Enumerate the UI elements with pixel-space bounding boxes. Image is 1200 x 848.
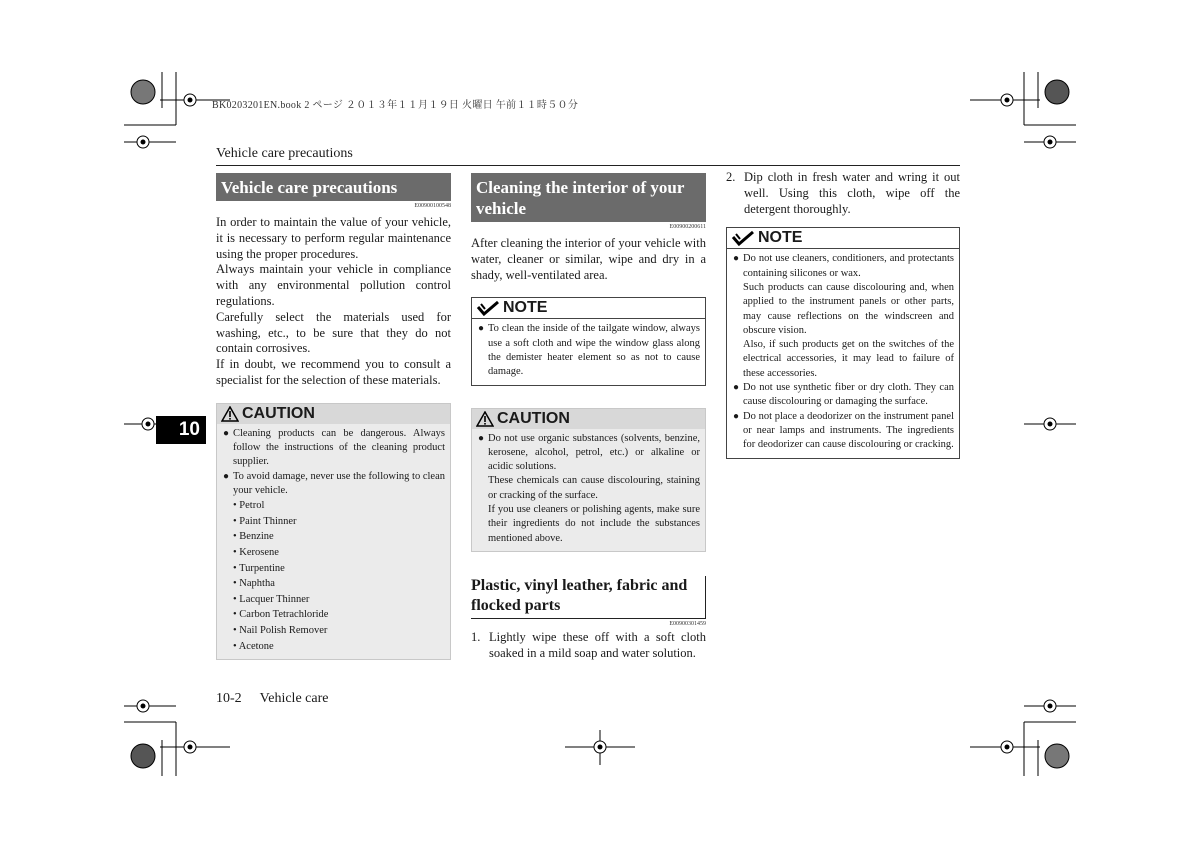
note-box [726, 227, 960, 458]
bullet-item: ● To clean the inside of the tailgate window, always use a soft cloth and wipe the window glass along the demister heater element so as not to cause damage. [478, 323, 700, 378]
section-title: Vehicle care precautions [216, 173, 451, 201]
column-2 [471, 173, 706, 662]
caution-header [472, 409, 705, 429]
step-item [726, 170, 960, 217]
step-text: Dip cloth in fresh water and wring it out well. Using this cloth, wipe off the detergent thoroughly. [744, 170, 960, 216]
caution-heading: CAUTION [242, 404, 315, 422]
column-1 [216, 173, 451, 660]
bullet-item: ● Do not place a deodorizer on the instrument panel or near lamps and instruments. The ingredients for deodorizer can cause discolouring or cracking. [733, 410, 954, 451]
sub-paragraph: Also, if such products get on the switches of the electrical accessories, it may lead to failure of these accessories. [743, 339, 954, 379]
note-heading: NOTE [758, 229, 803, 247]
list-item: • Turpentine [233, 562, 285, 574]
list-item: • Lacquer Thinner [233, 593, 310, 605]
column-3 [726, 170, 960, 459]
bullet-item: ● Do not use cleaners, conditioners, and protectants containing silicones or wax. [733, 253, 954, 279]
section-code: E00900100548 [414, 203, 451, 209]
paragraph: Carefully select the materials used for washing, etc., to be sure that they do not contain corrosives. [216, 309, 451, 356]
list-item: • Paint Thinner [233, 515, 297, 527]
bullet-item: ● Do not use synthetic fiber or dry cloth. They can cause discolouring or damaging the surface. [733, 382, 954, 408]
running-head: Vehicle care precautions [216, 146, 353, 161]
section-code: E00900200611 [669, 224, 706, 230]
print-header: BK0203201EN.book 2 ページ ２０１３年１１月１９日 火曜日 午前１１時５０分 [212, 100, 579, 111]
note-check-icon [731, 230, 755, 246]
note-body [727, 249, 959, 457]
caution-body [217, 424, 450, 659]
subsection-code: E00900301459 [669, 620, 706, 627]
list-item: • Carbon Tetrachloride [233, 609, 329, 621]
section-title: Cleaning the interior of your vehicle [471, 173, 706, 222]
header-rule [216, 165, 960, 166]
paragraph: In order to maintain the value of your vehicle, it is necessary to perform regular maintenance using the proper procedures. [216, 215, 451, 261]
caution-heading: CAUTION [497, 409, 570, 427]
warning-triangle-icon [476, 411, 494, 427]
list-item: • Benzine [233, 531, 274, 543]
page-footer [216, 691, 328, 707]
note-body [472, 319, 705, 384]
sub-paragraph: These chemicals can cause discolouring, staining or cracking of the surface. [488, 475, 700, 501]
chapter-tab: 10 [156, 416, 206, 444]
bullet-item: ● To avoid damage, never use the following to clean your vehicle. [223, 470, 445, 496]
body-text [216, 215, 451, 389]
sub-paragraph: Such products can cause discolouring and, when applied to the instrument panels or other parts, may cause reflections on the windscreen and obscure vision. [743, 281, 954, 336]
page-number: 10-2 [216, 691, 242, 706]
sub-paragraph: If you use cleaners or polishing agents, make sure their ingredients do not include the substances mentioned above. [488, 504, 700, 544]
solvent-list [223, 498, 445, 654]
list-item: • Petrol [233, 500, 265, 512]
paragraph: If in doubt, we recommend you to consult a specialist for the selection of these materials. [216, 357, 451, 387]
step-number: 2. [726, 170, 736, 184]
bullet-item: ● Do not use organic substances (solvents, benzine, kerosene, alcohol, petrol, etc.) or alkaline or acidic solutions. [478, 432, 700, 473]
paragraph: After cleaning the interior of your vehicle with water, cleaner or similar, wipe and dry in a shady, well-ventilated area. [471, 236, 706, 282]
subsection-heading: Plastic, vinyl leather, fabric and flocked parts [471, 576, 706, 619]
note-check-icon [476, 300, 500, 316]
caution-header [217, 404, 450, 424]
caution-box [471, 408, 706, 552]
note-box [471, 297, 706, 385]
step-number: 1. [471, 629, 481, 644]
list-item: • Acetone [233, 640, 274, 652]
paragraph: Always maintain your vehicle in compliance with any environmental pollution control regulations. [216, 262, 451, 308]
warning-triangle-icon [221, 406, 239, 422]
note-header [727, 228, 959, 249]
step-item [471, 630, 706, 662]
note-heading: NOTE [503, 299, 548, 317]
note-header [472, 298, 705, 319]
footer-section: Vehicle care [259, 691, 329, 706]
list-item: • Nail Polish Remover [233, 625, 328, 636]
step-text: Lightly wipe these off with a soft cloth soaked in a mild soap and water solution. [489, 629, 706, 660]
list-item: • Kerosene [233, 547, 279, 559]
caution-body [472, 429, 705, 551]
caution-box [216, 403, 451, 660]
list-item: • Naphtha [233, 578, 275, 590]
bullet-item: ● Cleaning products can be dangerous. Always follow the instructions of the cleaning product supplier. [223, 427, 445, 468]
